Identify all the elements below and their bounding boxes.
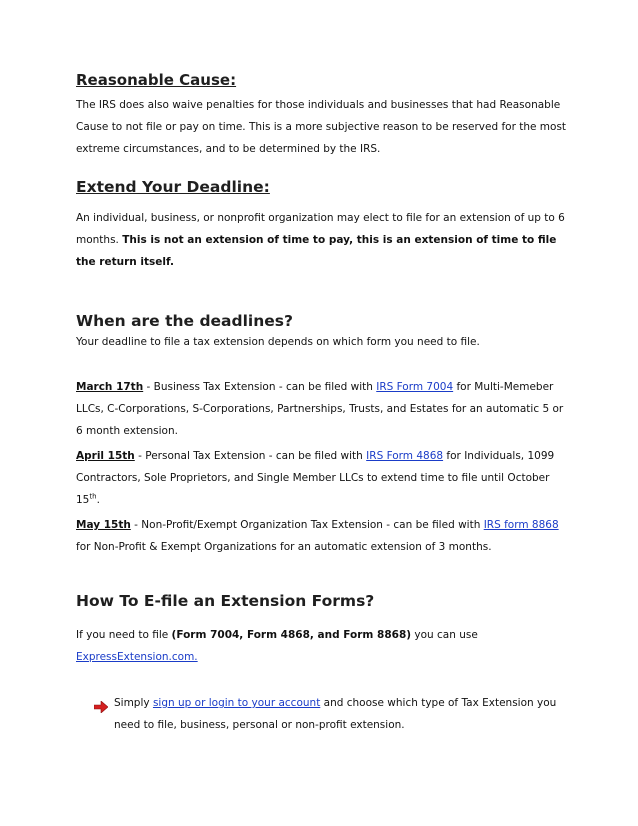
april-text-before: - Personal Tax Extension - can be filed with [134, 450, 367, 462]
bullet-text-before: Simply [114, 697, 153, 709]
bullet-text-after: and choose which type of Tax Extension you need to file, business, personal or non-profit extension. [114, 697, 557, 731]
paragraph-april [76, 445, 568, 511]
april-text-after: for Individuals, 1099 Contractors, Sole Proprietors, and Single Member LLCs to extend time to file until October 15 [76, 450, 555, 506]
april-superscript: th [89, 492, 97, 501]
irs-form-7004-link[interactable]: IRS Form 7004 [376, 381, 454, 393]
irs-form-8868-link[interactable]: IRS form 8868 [483, 519, 559, 531]
may-date: May 15th [76, 519, 131, 531]
paragraph-may [76, 514, 568, 558]
april-date: April 15th [76, 450, 135, 462]
paragraph-efile [76, 624, 568, 668]
efile-bold-forms: (Form 7004, Form 4868, and Form 8868) [171, 629, 412, 641]
paragraph-extend-deadline [76, 207, 568, 273]
arrow-bullet-icon [94, 698, 108, 710]
extend-plain-text: An individual, business, or nonprofit organization may elect to file for an extension of up to 6 months. [76, 212, 565, 246]
may-text-before: - Non-Profit/Exempt Organization Tax Extension - can be filed with [130, 519, 484, 531]
efile-text-mid: you can use [411, 629, 478, 641]
paragraph-reasonable-cause: The IRS does also waive penalties for those individuals and businesses that had Reasonable Cause to not file or pay on time. This is a more subjective reason to be reserved for the most extreme circumstances, and to be determined by the IRS. [76, 99, 567, 155]
paragraph-bullet [114, 692, 568, 736]
heading-efile: How To E-file an Extension Forms? [76, 592, 375, 610]
expressextension-link[interactable]: ExpressExtension.com. [76, 651, 198, 663]
may-text-after: for Non-Profit & Exempt Organizations for an automatic extension of 3 months. [76, 541, 492, 553]
march-date: March 17th [76, 381, 144, 393]
extend-bold-text: This is not an extension of time to pay, this is an extension of time to file the return itself. [76, 234, 557, 268]
heading-extend-deadline: Extend Your Deadline: [76, 178, 270, 196]
april-end: . [96, 494, 100, 506]
march-text-after: for Multi-Memeber LLCs, C-Corporations, S-Corporations, Partnerships, Trusts, and Estates for an automatic 5 or 6 month extension. [76, 381, 564, 437]
heading-reasonable-cause: Reasonable Cause: [76, 71, 237, 89]
paragraph-march [76, 376, 568, 442]
paragraph-deadlines: Your deadline to file a tax extension depends on which form you need to file. [76, 336, 480, 348]
sign-up-login-link[interactable]: sign up or login to your account [152, 697, 321, 709]
heading-deadlines: When are the deadlines? [76, 312, 293, 330]
efile-text-before: If you need to file [76, 629, 172, 641]
march-text-before: - Business Tax Extension - can be filed with [143, 381, 377, 393]
irs-form-4868-link[interactable]: IRS Form 4868 [366, 450, 444, 462]
